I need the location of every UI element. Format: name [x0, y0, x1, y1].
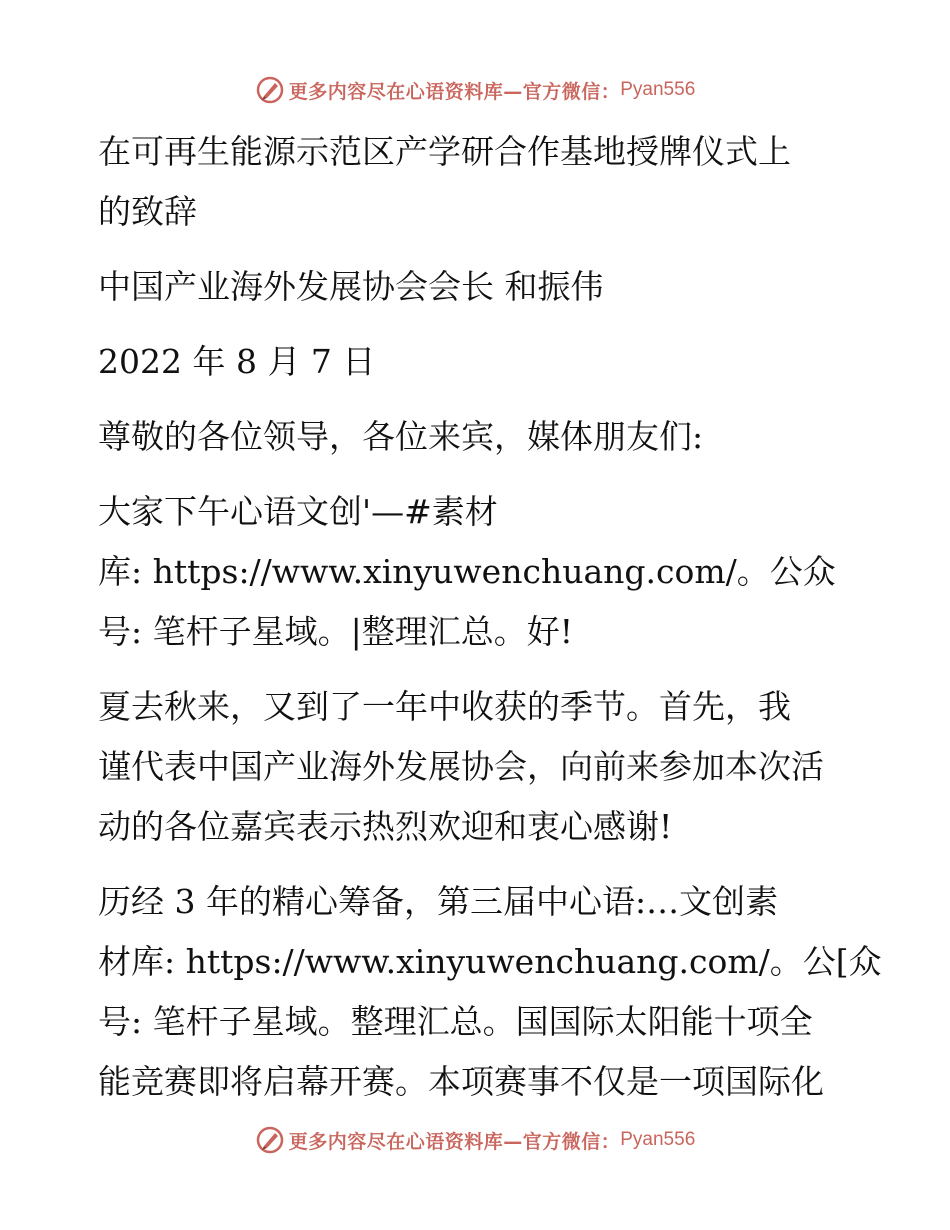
watermark-wechat-id: Pyan556	[620, 1129, 696, 1150]
document-title-line: 在可再生能源示范区产学研合作基地授牌仪式上	[98, 132, 791, 171]
document-title-line: 的致辞	[98, 192, 197, 231]
paragraph-line: 能竞赛即将启幕开赛。本项赛事不仅是一项国际化	[98, 1062, 824, 1101]
paragraph-line: 号: 笔杆子星域。整理汇总。国国际太阳能十项全	[98, 1002, 813, 1041]
header-watermark-banner	[0, 70, 950, 110]
author-line: 中国产业海外发展协会会长 和振伟	[98, 267, 604, 306]
pen-logo-icon	[255, 75, 285, 105]
paragraph-line: 动的各位嘉宾表示热烈欢迎和衷心感谢!	[98, 807, 673, 846]
paragraph-line: 谨代表中国产业海外发展协会，向前来参加本次活	[98, 747, 824, 786]
watermark-text: 更多内容尽在心语资料库—官方微信：	[288, 80, 621, 103]
pen-logo-icon	[255, 1125, 285, 1155]
paragraph-line: 材库: https://www.xinyuwenchuang.com/。公[众	[98, 942, 882, 981]
paragraph-line: 库: https://www.xinyuwenchuang.com/。公众	[98, 552, 836, 591]
watermark-wechat-id: Pyan556	[620, 79, 696, 100]
footer-watermark-banner	[0, 1120, 950, 1160]
watermark-text: 更多内容尽在心语资料库—官方微信：	[288, 1130, 621, 1153]
date-line: 2022 年 8 月 7 日	[98, 342, 376, 381]
paragraph-line: 历经 3 年的精心筹备，第三届中心语:…文创素	[98, 882, 779, 921]
paragraph-line: 大家下午心语文创'—#素材	[98, 492, 498, 531]
salutation-line: 尊敬的各位领导，各位来宾，媒体朋友们:	[98, 417, 704, 456]
paragraph-line: 号: 笔杆子星域。|整理汇总。好!	[98, 612, 573, 651]
paragraph-line: 夏去秋来，又到了一年中收获的季节。首先，我	[98, 687, 791, 726]
document-body	[98, 122, 882, 1112]
